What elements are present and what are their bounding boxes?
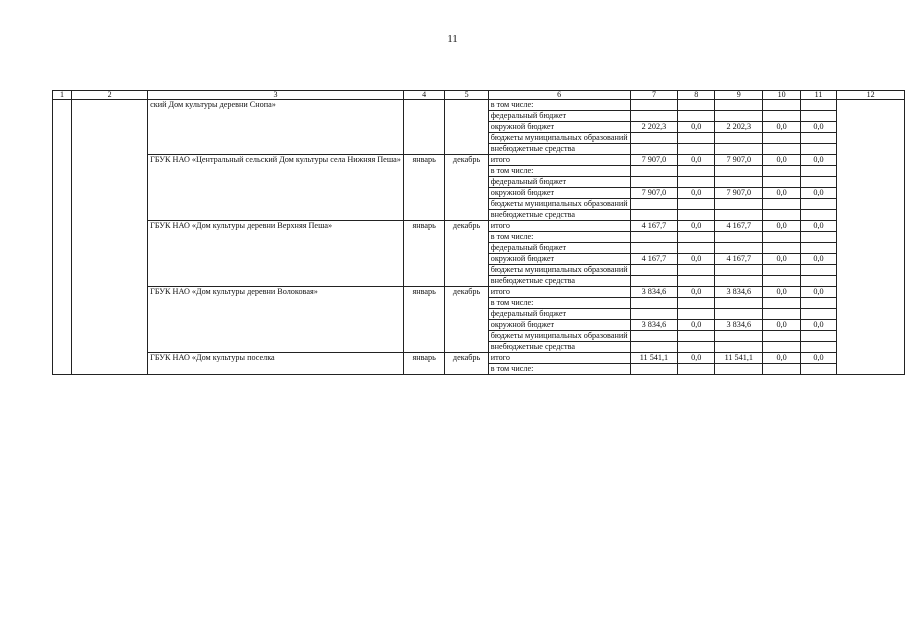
amount-cell: 0,0	[763, 122, 800, 133]
amount-cell: 0,0	[678, 320, 715, 331]
amount-cell	[630, 177, 678, 188]
amount-cell: 7 907,0	[630, 188, 678, 199]
funding-category: бюджеты муниципальных образований	[488, 199, 630, 210]
amount-cell: 3 834,6	[715, 320, 763, 331]
amount-cell: 3 834,6	[630, 287, 678, 298]
amount-cell: 0,0	[800, 254, 836, 265]
amount-cell: 0,0	[800, 188, 836, 199]
funding-category: бюджеты муниципальных образований	[488, 133, 630, 144]
header-row	[53, 91, 905, 100]
amount-cell	[715, 210, 763, 221]
amount-cell	[800, 177, 836, 188]
amount-cell	[678, 111, 715, 122]
amount-cell	[678, 331, 715, 342]
amount-cell	[630, 331, 678, 342]
column-header: 4	[403, 91, 445, 100]
column-1-cell	[53, 100, 72, 375]
amount-cell	[800, 232, 836, 243]
funding-category: федеральный бюджет	[488, 111, 630, 122]
amount-cell	[800, 265, 836, 276]
funding-category: окружной бюджет	[488, 122, 630, 133]
amount-cell	[678, 364, 715, 375]
amount-cell	[800, 199, 836, 210]
funding-category: бюджеты муниципальных образований	[488, 265, 630, 276]
amount-cell: 7 907,0	[715, 155, 763, 166]
institution-name: ГБУК НАО «Центральный сельский Дом культуры села Нижняя Пеша»	[148, 155, 404, 221]
amount-cell	[678, 243, 715, 254]
amount-cell: 0,0	[763, 254, 800, 265]
amount-cell	[715, 298, 763, 309]
page-number: 11	[447, 33, 458, 45]
amount-cell	[763, 342, 800, 353]
amount-cell	[715, 111, 763, 122]
amount-cell	[678, 342, 715, 353]
amount-cell	[800, 100, 836, 111]
amount-cell	[678, 177, 715, 188]
table-row	[53, 221, 905, 232]
end-month: декабрь	[445, 287, 488, 353]
funding-category: бюджеты муниципальных образований	[488, 331, 630, 342]
amount-cell	[763, 177, 800, 188]
amount-cell	[678, 100, 715, 111]
funding-category: в том числе:	[488, 298, 630, 309]
funding-category: внебюджетные средства	[488, 210, 630, 221]
amount-cell: 0,0	[763, 287, 800, 298]
column-header: 8	[678, 91, 715, 100]
amount-cell	[763, 144, 800, 155]
amount-cell: 4 167,7	[630, 254, 678, 265]
funding-category: в том числе:	[488, 364, 630, 375]
amount-cell	[763, 276, 800, 287]
funding-category: в том числе:	[488, 100, 630, 111]
amount-cell	[715, 100, 763, 111]
column-header: 5	[445, 91, 488, 100]
funding-category: итого	[488, 155, 630, 166]
amount-cell	[630, 144, 678, 155]
amount-cell	[763, 331, 800, 342]
start-month: январь	[403, 287, 445, 353]
end-month: декабрь	[445, 221, 488, 287]
amount-cell	[630, 232, 678, 243]
amount-cell	[678, 166, 715, 177]
amount-cell: 0,0	[763, 320, 800, 331]
amount-cell: 0,0	[800, 353, 836, 364]
amount-cell	[800, 309, 836, 320]
amount-cell	[678, 232, 715, 243]
amount-cell	[715, 166, 763, 177]
amount-cell: 2 202,3	[715, 122, 763, 133]
amount-cell: 0,0	[678, 122, 715, 133]
amount-cell: 0,0	[800, 122, 836, 133]
amount-cell	[763, 199, 800, 210]
amount-cell	[800, 133, 836, 144]
amount-cell	[715, 276, 763, 287]
amount-cell: 7 907,0	[630, 155, 678, 166]
amount-cell	[715, 364, 763, 375]
institution-name: ГБУК НАО «Дом культуры поселка	[148, 353, 404, 375]
amount-cell	[763, 364, 800, 375]
amount-cell	[678, 276, 715, 287]
institution-name: ГБУК НАО «Дом культуры деревни Верхняя Пеша»	[148, 221, 404, 287]
table-row	[53, 100, 905, 111]
amount-cell	[715, 309, 763, 320]
amount-cell: 0,0	[678, 287, 715, 298]
amount-cell	[800, 276, 836, 287]
amount-cell	[715, 232, 763, 243]
amount-cell	[715, 265, 763, 276]
amount-cell	[763, 309, 800, 320]
amount-cell: 0,0	[678, 155, 715, 166]
amount-cell: 0,0	[678, 221, 715, 232]
amount-cell	[800, 342, 836, 353]
amount-cell	[715, 243, 763, 254]
amount-cell	[630, 166, 678, 177]
amount-cell	[763, 133, 800, 144]
amount-cell	[800, 243, 836, 254]
amount-cell: 4 167,7	[715, 221, 763, 232]
amount-cell	[763, 243, 800, 254]
amount-cell	[800, 331, 836, 342]
amount-cell	[630, 100, 678, 111]
amount-cell	[630, 342, 678, 353]
amount-cell: 7 907,0	[715, 188, 763, 199]
amount-cell: 0,0	[800, 320, 836, 331]
amount-cell: 4 167,7	[630, 221, 678, 232]
column-header: 11	[800, 91, 836, 100]
amount-cell	[763, 210, 800, 221]
amount-cell: 0,0	[763, 353, 800, 364]
column-header: 2	[72, 91, 148, 100]
amount-cell: 3 834,6	[715, 287, 763, 298]
amount-cell	[678, 144, 715, 155]
amount-cell	[678, 309, 715, 320]
column-header: 6	[488, 91, 630, 100]
end-month: декабрь	[445, 353, 488, 375]
amount-cell	[715, 177, 763, 188]
amount-cell: 0,0	[800, 287, 836, 298]
funding-category: окружной бюджет	[488, 254, 630, 265]
amount-cell	[763, 166, 800, 177]
amount-cell	[800, 166, 836, 177]
amount-cell	[630, 243, 678, 254]
amount-cell	[630, 309, 678, 320]
amount-cell: 0,0	[763, 188, 800, 199]
amount-cell: 0,0	[800, 221, 836, 232]
funding-category: итого	[488, 221, 630, 232]
amount-cell: 11 541,1	[630, 353, 678, 364]
column-12-cell	[837, 100, 905, 375]
start-month: январь	[403, 155, 445, 221]
start-month: январь	[403, 221, 445, 287]
amount-cell: 0,0	[678, 254, 715, 265]
amount-cell	[678, 199, 715, 210]
amount-cell	[630, 111, 678, 122]
column-header: 12	[837, 91, 905, 100]
institution-name: ГБУК НАО «Дом культуры деревни Волоковая»	[148, 287, 404, 353]
amount-cell: 0,0	[678, 353, 715, 364]
column-header: 3	[148, 91, 404, 100]
funding-category: внебюджетные средства	[488, 342, 630, 353]
funding-category: окружной бюджет	[488, 188, 630, 199]
end-month: декабрь	[445, 155, 488, 221]
amount-cell: 0,0	[678, 188, 715, 199]
column-2-cell	[72, 100, 148, 375]
amount-cell: 2 202,3	[630, 122, 678, 133]
end-month	[445, 100, 488, 155]
amount-cell: 0,0	[763, 155, 800, 166]
table-row	[53, 287, 905, 298]
amount-cell	[715, 144, 763, 155]
funding-category: итого	[488, 287, 630, 298]
amount-cell	[715, 331, 763, 342]
column-header: 9	[715, 91, 763, 100]
funding-category: внебюджетные средства	[488, 276, 630, 287]
column-header: 7	[630, 91, 678, 100]
amount-cell	[763, 100, 800, 111]
amount-cell	[763, 265, 800, 276]
amount-cell	[763, 111, 800, 122]
amount-cell	[630, 133, 678, 144]
amount-cell	[800, 298, 836, 309]
amount-cell	[715, 199, 763, 210]
amount-cell	[630, 210, 678, 221]
funding-category: в том числе:	[488, 232, 630, 243]
amount-cell	[763, 298, 800, 309]
amount-cell	[678, 210, 715, 221]
amount-cell: 0,0	[763, 221, 800, 232]
amount-cell	[678, 298, 715, 309]
start-month: январь	[403, 353, 445, 375]
amount-cell	[800, 111, 836, 122]
amount-cell	[630, 298, 678, 309]
amount-cell: 3 834,6	[630, 320, 678, 331]
amount-cell	[715, 133, 763, 144]
amount-cell	[800, 144, 836, 155]
funding-category: в том числе:	[488, 166, 630, 177]
funding-category: окружной бюджет	[488, 320, 630, 331]
funding-category: федеральный бюджет	[488, 309, 630, 320]
funding-category: федеральный бюджет	[488, 177, 630, 188]
amount-cell	[678, 265, 715, 276]
institution-name: ский Дом культуры деревни Снопа»	[148, 100, 404, 155]
funding-category: итого	[488, 353, 630, 364]
amount-cell	[630, 265, 678, 276]
amount-cell: 0,0	[800, 155, 836, 166]
budget-table	[52, 90, 905, 375]
table-row	[53, 353, 905, 364]
funding-category: федеральный бюджет	[488, 243, 630, 254]
column-header: 10	[763, 91, 800, 100]
amount-cell	[715, 342, 763, 353]
amount-cell	[630, 276, 678, 287]
amount-cell: 4 167,7	[715, 254, 763, 265]
amount-cell	[800, 210, 836, 221]
amount-cell	[630, 199, 678, 210]
start-month	[403, 100, 445, 155]
column-header: 1	[53, 91, 72, 100]
amount-cell	[678, 133, 715, 144]
amount-cell	[763, 232, 800, 243]
table-row	[53, 155, 905, 166]
amount-cell: 11 541,1	[715, 353, 763, 364]
amount-cell	[800, 364, 836, 375]
funding-category: внебюджетные средства	[488, 144, 630, 155]
amount-cell	[630, 364, 678, 375]
